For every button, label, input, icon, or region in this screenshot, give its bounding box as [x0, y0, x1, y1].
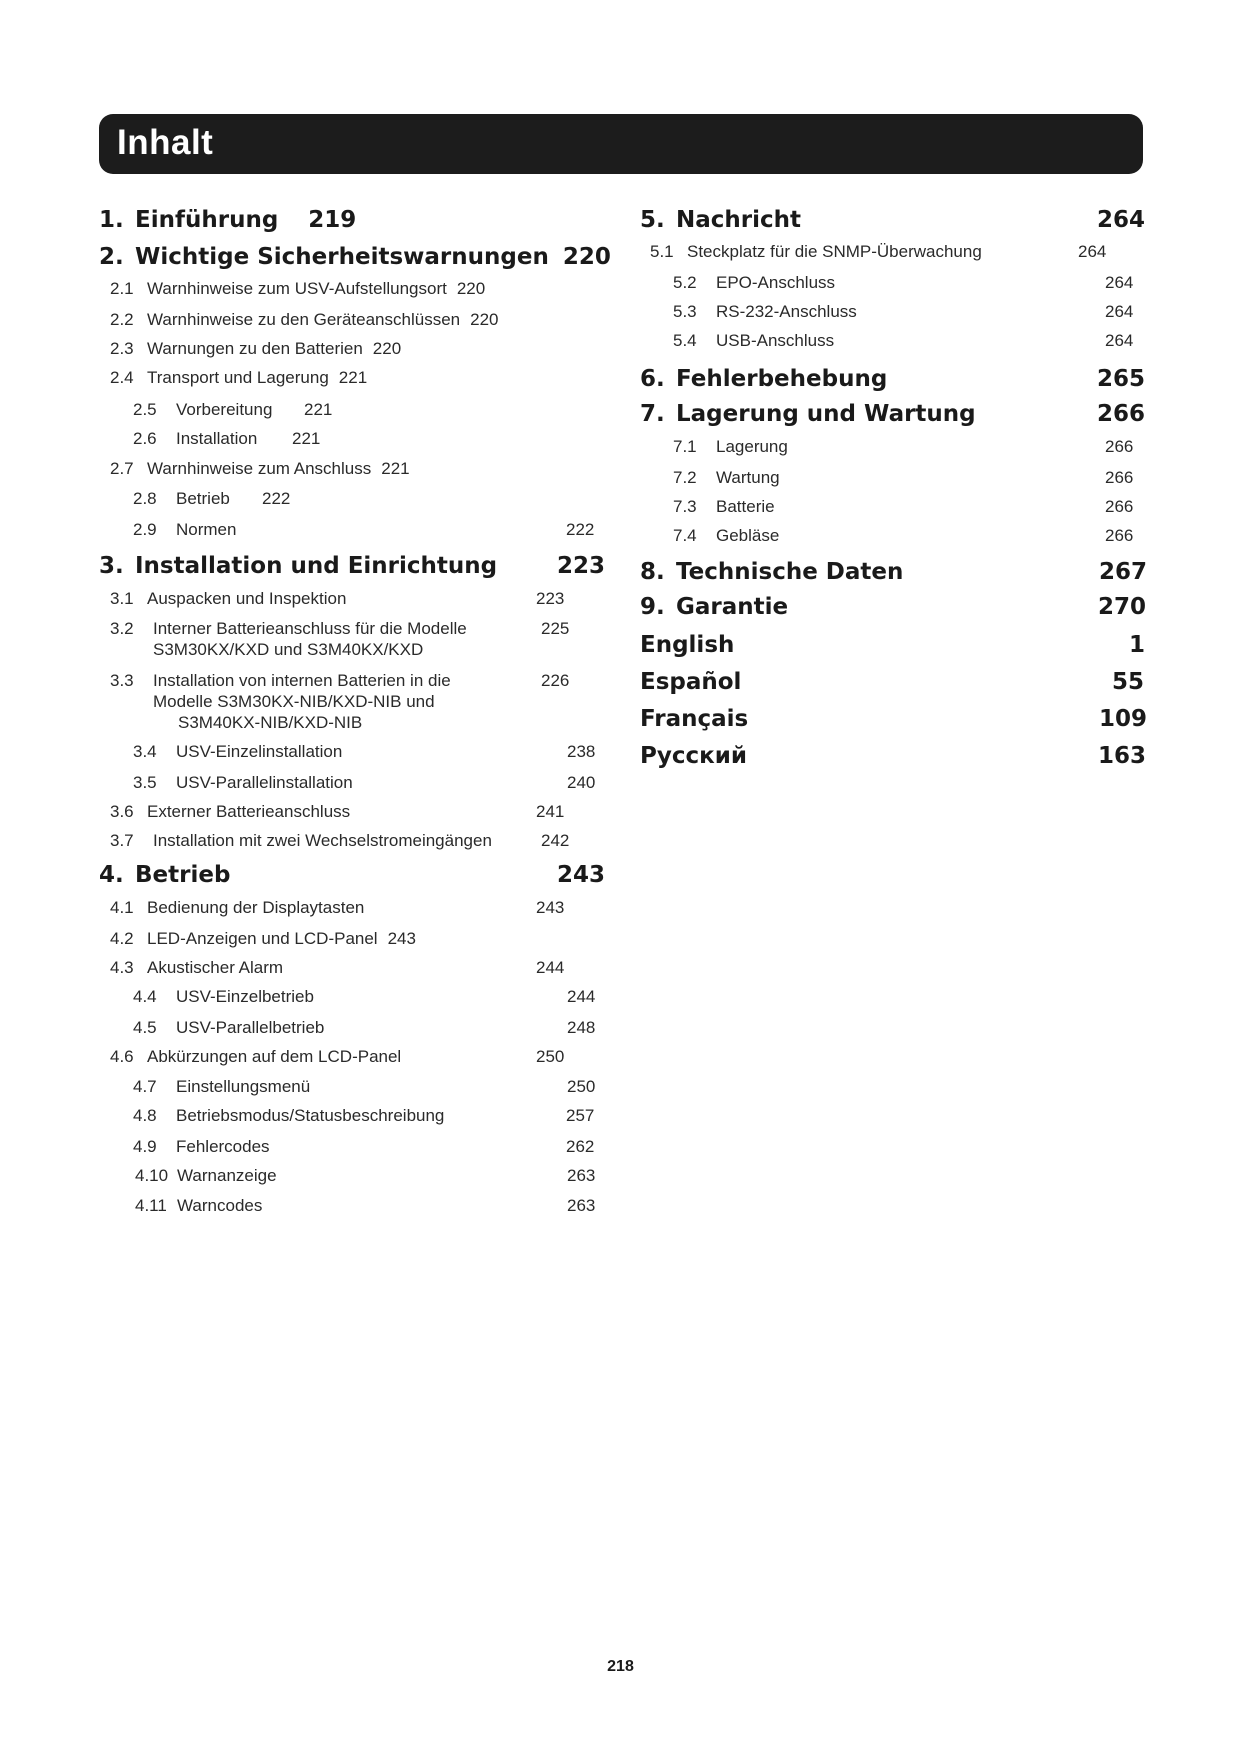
toc-title: Nachricht [676, 207, 802, 233]
toc-entry-4-1[interactable] [110, 898, 580, 918]
toc-title: Fehlercodes [176, 1137, 270, 1156]
toc-entry-2-7[interactable] [110, 459, 410, 479]
toc-page: 270 [1098, 594, 1147, 620]
toc-page: 263 [567, 1196, 596, 1215]
toc-number: 3.2 [110, 619, 134, 638]
toc-page: 262 [566, 1137, 595, 1156]
toc-entry-4-3[interactable] [110, 958, 580, 978]
toc-title-block [153, 670, 451, 733]
toc-entry-3-5[interactable] [133, 773, 603, 793]
toc-page: 240 [567, 773, 596, 792]
toc-title: Wartung [716, 468, 780, 487]
toc-entry-4-7[interactable] [133, 1077, 603, 1097]
toc-entry-7-2[interactable] [673, 468, 1143, 488]
toc-title: Batterie [716, 497, 775, 516]
toc-title: Fehlerbehebung [676, 366, 888, 392]
toc-page: 264 [1105, 331, 1134, 350]
toc-page: 221 [292, 429, 321, 448]
toc-number: 8. [640, 559, 665, 585]
toc-title-block [153, 618, 467, 660]
toc-entry-6[interactable] [640, 366, 1145, 392]
toc-entry-7-4[interactable] [673, 526, 1143, 546]
toc-page: 221 [338, 368, 368, 387]
toc-title: Warnhinweise zu den Geräteanschlüssen [147, 310, 461, 329]
toc-entry-4-10[interactable] [135, 1166, 605, 1186]
toc-number: 6. [640, 366, 665, 392]
toc-number: 5.2 [673, 273, 697, 292]
toc-entry-3-6[interactable] [110, 802, 580, 822]
toc-entry-5-1[interactable] [650, 242, 1130, 262]
toc-number: 4.10 [135, 1166, 169, 1185]
toc-title: Vorbereitung [176, 400, 273, 419]
toc-title: Abkürzungen auf dem LCD-Panel [147, 1047, 402, 1066]
toc-number: 2.1 [110, 279, 134, 298]
toc-number: 4.1 [110, 898, 134, 917]
toc-page: 250 [536, 1047, 565, 1066]
toc-page: 241 [536, 802, 565, 821]
toc-page: 1 [1129, 632, 1146, 658]
toc-number: 4.6 [110, 1047, 134, 1066]
toc-title: Betrieb [176, 489, 230, 508]
toc-entry-3[interactable] [99, 553, 604, 579]
toc-entry-4-2[interactable] [110, 929, 416, 949]
toc-page: 250 [567, 1077, 596, 1096]
toc-page: 220 [456, 279, 486, 298]
toc-number: 2.5 [133, 400, 157, 419]
toc-number: 4.2 [110, 929, 134, 948]
toc-entry-1[interactable] [99, 207, 356, 233]
toc-page: 265 [1097, 366, 1146, 392]
toc-number: 4.8 [133, 1106, 157, 1125]
toc-entry-2-2[interactable] [110, 310, 498, 330]
toc-title: Lagerung [716, 437, 788, 456]
toc-title: USB-Anschluss [716, 331, 835, 350]
toc-number: 9. [640, 594, 665, 620]
header-banner [99, 114, 1143, 174]
toc-page: 223 [536, 589, 565, 608]
toc-page: 242 [541, 831, 570, 850]
toc-title: Español [640, 669, 742, 695]
toc-entry-5-4[interactable] [673, 331, 1143, 351]
toc-title: Einstellungsmenü [176, 1077, 311, 1096]
toc-title: Installation von internen Batterien in die [153, 671, 451, 690]
toc-entry-2-1[interactable] [110, 279, 485, 299]
toc-title-line-2: S3M30KX/KXD und S3M40KX/KXD [153, 640, 424, 659]
toc-number: 4.3 [110, 958, 134, 977]
toc-number: 7. [640, 401, 665, 427]
toc-page: 222 [566, 520, 595, 539]
toc-title: Interner Batterieanschluss für die Modelle [153, 619, 467, 638]
toc-title: Externer Batterieanschluss [147, 802, 351, 821]
toc-entry-francais[interactable] [640, 706, 1148, 732]
toc-page: 243 [557, 862, 606, 888]
toc-entry-7-1[interactable] [673, 437, 1143, 457]
toc-entry-7[interactable] [640, 401, 1145, 427]
toc-number: 4.7 [133, 1077, 157, 1096]
toc-page: 226 [541, 671, 570, 690]
toc-number: 4.4 [133, 987, 157, 1006]
toc-page: 223 [557, 553, 606, 579]
toc-entry-9[interactable] [640, 594, 1145, 620]
toc-page: 221 [304, 400, 333, 419]
toc-entry-4-8[interactable] [133, 1106, 603, 1126]
toc-entry-4[interactable] [99, 862, 604, 888]
toc-number: 2.4 [110, 368, 134, 387]
toc-entry-espanol[interactable] [640, 669, 1145, 695]
toc-number: 3.6 [110, 802, 134, 821]
toc-title: Warncodes [177, 1196, 263, 1215]
toc-number: 3. [99, 553, 124, 579]
toc-title: Technische Daten [676, 559, 904, 585]
toc-entry-4-6[interactable] [110, 1047, 580, 1067]
toc-number: 2.3 [110, 339, 134, 358]
toc-title: Akustischer Alarm [147, 958, 284, 977]
toc-entry-4-4[interactable] [133, 987, 603, 1007]
page-number: 218 [607, 1658, 634, 1675]
toc-title: Warnungen zu den Batterien [147, 339, 363, 358]
toc-title: Bedienung der Displaytasten [147, 898, 365, 917]
toc-entry-3-3[interactable] [110, 670, 580, 733]
toc-number: 7.1 [673, 437, 697, 456]
toc-title: USV-Einzelbetrieb [176, 987, 314, 1006]
toc-page: 266 [1105, 468, 1134, 487]
toc-entry-3-4[interactable] [133, 742, 603, 762]
toc-page: 264 [1078, 242, 1107, 261]
toc-number: 5.3 [673, 302, 697, 321]
toc-page: 257 [566, 1106, 595, 1125]
toc-title: Betriebsmodus/Statusbeschreibung [176, 1106, 445, 1125]
toc-page: 266 [1105, 497, 1134, 516]
toc-entry-4-11[interactable] [135, 1196, 605, 1216]
toc-title: English [640, 632, 735, 658]
toc-number: 5.1 [650, 242, 674, 261]
toc-title-line-3: S3M40KX-NIB/KXD-NIB [178, 713, 363, 732]
toc-title: Garantie [676, 594, 789, 620]
toc-entry-2-6[interactable] [133, 429, 320, 449]
toc-number: 3.1 [110, 589, 134, 608]
toc-number: 7.4 [673, 526, 697, 545]
toc-page: 109 [1099, 706, 1148, 732]
toc-number: 3.7 [110, 831, 134, 850]
toc-page: 264 [1105, 302, 1134, 321]
toc-entry-5-3[interactable] [673, 302, 1143, 322]
toc-entry-4-9[interactable] [133, 1137, 603, 1157]
toc-page: 220 [372, 339, 402, 358]
toc-page: 266 [1105, 437, 1134, 456]
toc-number: 2.8 [133, 489, 157, 508]
toc-title: Gebläse [716, 526, 780, 545]
toc-entry-5[interactable] [640, 207, 1145, 233]
toc-title: Normen [176, 520, 237, 539]
toc-title: Français [640, 706, 749, 732]
toc-page: 264 [1105, 273, 1134, 292]
toc-title: Warnhinweise zum USV-Aufstellungsort [147, 279, 447, 298]
toc-title: Warnhinweise zum Anschluss [147, 459, 372, 478]
toc-entry-2-5[interactable] [133, 400, 332, 420]
toc-entry-3-2[interactable] [110, 618, 580, 660]
toc-number: 4.9 [133, 1137, 157, 1156]
toc-page: 220 [562, 244, 611, 270]
toc-entry-3-1[interactable] [110, 589, 580, 609]
toc-page: 238 [567, 742, 596, 761]
toc-title: Steckplatz für die SNMP-Überwachung [687, 242, 982, 261]
toc-page: 248 [567, 1018, 596, 1037]
toc-title: Installation [176, 429, 258, 448]
toc-entry-8[interactable] [640, 559, 1148, 585]
toc-title: Installation mit zwei Wechselstromeingängen [153, 831, 492, 850]
toc-entry-2-9[interactable] [133, 520, 603, 540]
toc-number: 4.5 [133, 1018, 157, 1037]
toc-entry-2[interactable] [99, 244, 611, 270]
toc-page: 221 [381, 459, 410, 478]
toc-page: 219 [308, 207, 357, 233]
toc-entry-7-3[interactable] [673, 497, 1143, 517]
toc-title: Einführung [135, 207, 279, 233]
toc-number: 2.9 [133, 520, 157, 539]
toc-title-line-2: Modelle S3M30KX-NIB/KXD-NIB und [153, 692, 435, 711]
toc-title: EPO-Anschluss [716, 273, 836, 292]
toc-page: 264 [1097, 207, 1146, 233]
toc-number: 3.4 [133, 742, 157, 761]
toc-page: 222 [262, 489, 291, 508]
toc-entry-2-4[interactable] [110, 368, 367, 388]
toc-page: 220 [470, 310, 499, 329]
toc-number: 2.7 [110, 459, 134, 478]
toc-number: 4. [99, 862, 124, 888]
toc-page: 267 [1099, 559, 1148, 585]
toc-page: 55 [1112, 669, 1145, 695]
toc-number: 2.2 [110, 310, 134, 329]
toc-title: USV-Einzelinstallation [176, 742, 343, 761]
toc-entry-2-3[interactable] [110, 339, 401, 359]
toc-page: 266 [1105, 526, 1134, 545]
toc-page: 163 [1098, 743, 1147, 769]
toc-title: Русский [640, 743, 747, 769]
toc-title: Transport und Lagerung [147, 368, 329, 387]
toc-entry-russkiy[interactable] [640, 743, 1145, 769]
page-title: Inhalt [117, 123, 214, 162]
toc-number: 1. [99, 207, 124, 233]
toc-number: 2.6 [133, 429, 157, 448]
toc-number: 3.3 [110, 671, 134, 690]
toc-page: 266 [1097, 401, 1146, 427]
toc-number: 4.11 [135, 1196, 167, 1215]
toc-entry-3-7[interactable] [110, 831, 580, 851]
toc-title: USV-Parallelinstallation [176, 773, 353, 792]
toc-title: RS-232-Anschluss [716, 302, 857, 321]
toc-entry-english[interactable] [640, 632, 1145, 658]
toc-title: Betrieb [135, 862, 231, 888]
toc-number: 5.4 [673, 331, 697, 350]
toc-title: Auspacken und Inspektion [147, 589, 347, 608]
toc-title: Installation und Einrichtung [135, 553, 498, 579]
toc-title: Lagerung und Wartung [676, 401, 976, 427]
toc-page: 243 [387, 929, 416, 948]
toc-number: 3.5 [133, 773, 157, 792]
toc-number: 7.3 [673, 497, 697, 516]
toc-title: Warnanzeige [177, 1166, 277, 1185]
toc-page: 263 [567, 1166, 596, 1185]
toc-entry-2-8[interactable] [133, 489, 290, 509]
toc-number: 7.2 [673, 468, 697, 487]
toc-entry-4-5[interactable] [133, 1018, 603, 1038]
toc-number: 5. [640, 207, 665, 233]
toc-entry-5-2[interactable] [673, 273, 1143, 293]
toc-number: 2. [99, 244, 124, 270]
toc-title: Wichtige Sicherheitswarnungen [135, 244, 549, 270]
toc-page: 244 [567, 987, 596, 1006]
toc-page: 225 [541, 619, 570, 638]
toc-page: 243 [536, 898, 565, 917]
toc-title: LED-Anzeigen und LCD-Panel [147, 929, 378, 948]
toc-page: 244 [536, 958, 565, 977]
toc-title: USV-Parallelbetrieb [176, 1018, 325, 1037]
